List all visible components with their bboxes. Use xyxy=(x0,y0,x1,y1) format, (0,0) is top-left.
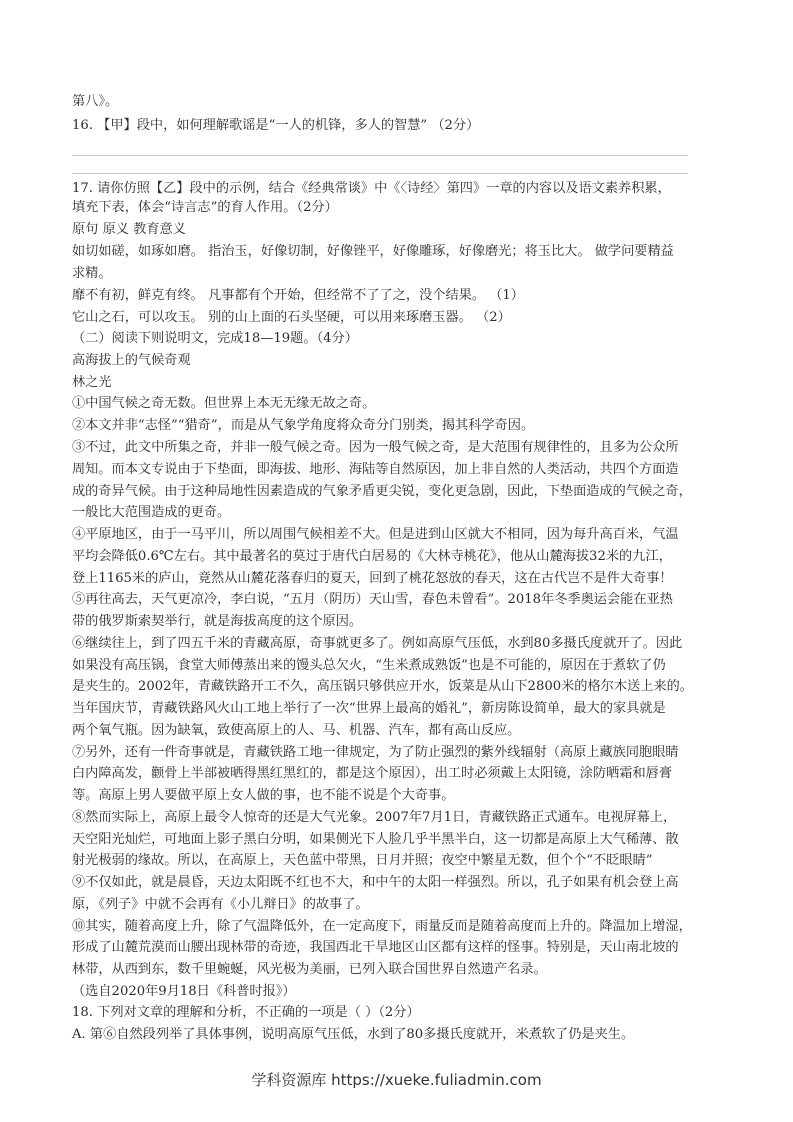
text-line: 原句 原义 教育意义 xyxy=(72,222,186,237)
text-line: ④平原地区，由于一马平川，所以周围气候相差不大。但是进到山区就大不相同，因为每升高百米，气温 xyxy=(72,527,679,542)
text-line: 林之光 xyxy=(72,375,112,390)
text-line: 白内障高发，颧骨上半部被晒得黑红黑红的，都是这个原因），出工时必须戴上太阳镜，涂防晒霜和唇膏 xyxy=(72,766,673,781)
text-line: 两个氧气瓶。因为缺氧，致使高原上的人、马、机器、汽车，都有高山反应。 xyxy=(72,723,521,738)
text-line: 成的奇异气候。由于这种局地性因素造成的气象矛盾更尖锐，变化更急剧，因此，下垫面造成的气候之奇， xyxy=(72,484,692,499)
text-line: 是夹生的。2002年，青藏铁路开工不久，高压锅只够供应开水，饭菜是从山下2800米的格尔木送上来的。 xyxy=(72,679,693,694)
text-line: 原，《列子》中就不会再有《小儿辩日》的故事了。 xyxy=(72,897,369,912)
text-line: ⑧然而实际上，高原上最令人惊奇的还是大气光象。2007年7月1日，青藏铁路正式通车。电视屏幕上， xyxy=(72,810,677,825)
text-line: 天空阳光灿烂，可地面上影子黑白分明，如果侧光下人脸几乎半黑半白，这一切都是高原上大气稀薄、散 xyxy=(72,832,679,847)
text-line: 林带，从西到东，数千里蜿蜒，风光极为美丽，已列入联合国世界自然遗产名录。 xyxy=(72,962,547,977)
text-line: 周知。而本文专说由于下垫面，即海拔、地形、海陆等自然原因，加上非自然的人类活动，共四个方面造 xyxy=(72,462,679,477)
text-line: 形成了山麓荒漠而山腰出现林带的奇迹，我国西北干旱地区山区都有这样的怪事。特别是，天山南北坡的 xyxy=(72,940,679,955)
text-line: 如果没有高压锅，食堂大师傅蒸出来的馒头总欠火，“生米煮成熟饭”也是不可能的，原因在于煮软了仍 xyxy=(72,658,666,673)
text-line: 等。高原上男人要做平原上女人做的事，也不能不说是个大奇事。 xyxy=(72,788,455,803)
text-line: （选自2020年9月18日《科普时报》） xyxy=(72,984,296,999)
answer-line-1 xyxy=(72,155,688,156)
text-line: 17. 请你仿照【乙】段中的示例，结合《经典常谈》中《〈诗经〉第四》一章的内容以及语文素养积累， xyxy=(72,181,671,196)
text-line: 射光极弱的缘故。所以，在高原上，天色蓝中带黑，日月并照；夜空中繁星无数，但个个“不眨眼睛” xyxy=(72,853,653,868)
answer-line-2 xyxy=(72,173,688,174)
text-line: 16. 【甲】段中，如何理解歌谣是“一人的机锋，多人的智慧” （2分） xyxy=(72,118,480,133)
text-line: 求精。 xyxy=(72,266,112,281)
text-line: 平均会降低0.6℃左右。其中最著名的莫过于唐代白居易的《大林寺桃花》，他从山麓海拔32米的九江， xyxy=(72,549,672,564)
text-line: （二）阅读下则说明文，完成18—19题。（4分） xyxy=(72,331,358,346)
text-line: 它山之石，可以攻玉。 别的山上面的石头坚硬，可以用来琢磨玉器。 （2） xyxy=(72,310,511,325)
text-line: 填充下表，体会“诗言志”的育人作用。（2分） xyxy=(72,200,338,215)
footer-watermark: 学科资源库 https://xueke.fuliadmin.com xyxy=(251,1071,542,1089)
text-line: 如切如磋，如琢如磨。 指治玉，好像切制，好像锉平，好像雕琢，好像磨光；将玉比大。 做学问要精益 xyxy=(72,244,674,259)
text-line: 一般比大范围造成的更奇。 xyxy=(72,505,231,520)
text-line: 当年国庆节，青藏铁路风火山工地上举行了一次“世界上最高的婚礼”，新房陈设简单，最大的家具就是 xyxy=(72,701,666,716)
text-line: ⑩其实，随着高度上升，除了气温降低外，在一定高度下，雨量反而是随着高度而上升的。降温加上增湿， xyxy=(72,919,692,934)
text-line: ③不过，此文中所集之奇，并非一般气候之奇。因为一般气候之奇，是大范围有规律性的，且多为公众所 xyxy=(72,440,679,455)
text-line: 高海拔上的气候奇观 xyxy=(72,353,191,368)
text-line: ②本文并非“志怪”“猎奇”，而是从气象学角度将众奇分门别类，揭其科学奇因。 xyxy=(72,418,535,433)
text-line: 18. 下列对文章的理解和分析，不正确的一项是（ ）（2分） xyxy=(72,1005,420,1020)
text-line: 靡不有初，鲜克有终。 凡事都有个开始，但经常不了了之，没个结果。 （1） xyxy=(72,288,524,303)
text-line: ⑨不仅如此，就是晨昏，天边太阳既不红也不大，和中午的太阳一样强烈。所以，孔子如果有机会登上高 xyxy=(72,875,679,890)
text-line: 登上1165米的庐山，竟然从山麓花落春归的夏天，回到了桃花怒放的春天，这在古代岂不是件大奇事！ xyxy=(72,571,673,586)
text-line: 第八》。 xyxy=(72,94,119,109)
text-line: ①中国气候之奇无数。但世界上本无无缘无故之奇。 xyxy=(72,396,376,411)
text-line: ⑥继续往上，到了四五千米的青藏高原，奇事就更多了。例如高原气压低，水到80多摄氏度就开了。因此 xyxy=(72,636,683,651)
text-line: 带的俄罗斯索契举行，就是海拔高度的这个原因。 xyxy=(72,614,363,629)
text-line: A. 第⑥自然段列举了具体事例，说明高原气压低，水到了80多摄氏度就开，米煮软了仍是夹生。 xyxy=(72,1027,635,1042)
text-line: ⑤再往高去，天气更凉冷，李白说，“五月（阴历）天山雪，春色未曾看”。2018年冬季奥运会能在亚热 xyxy=(72,592,673,607)
text-line: ⑦另外，还有一件奇事就是，青藏铁路工地一律规定，为了防止强烈的紫外线辐射（高原上藏族同胞眼睛 xyxy=(72,745,679,760)
